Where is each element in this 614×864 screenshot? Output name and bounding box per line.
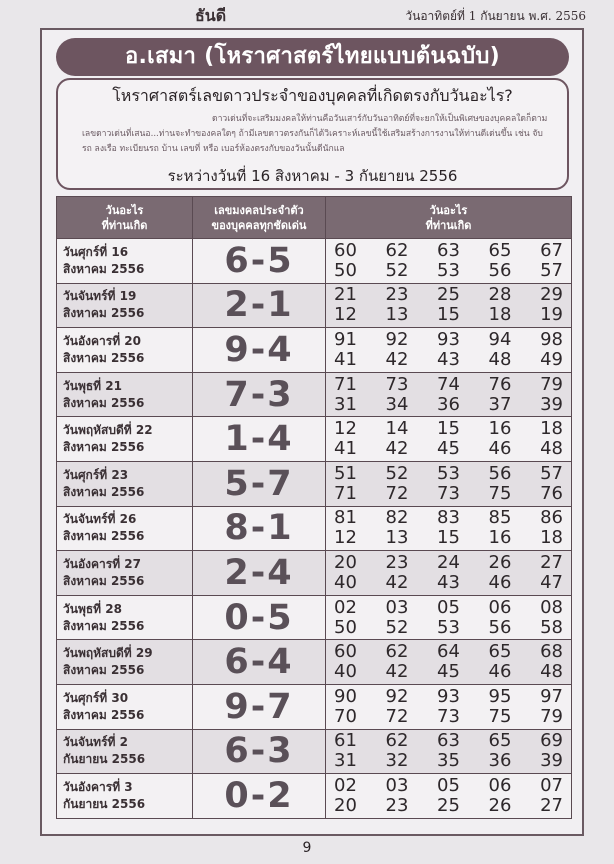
numbers-cell <box>326 417 572 462</box>
intro-box <box>56 78 569 190</box>
month-label: สิงหาคม 2556 <box>63 707 145 722</box>
day-label: วันจันทร์ที่ 19 <box>63 289 137 304</box>
number-value: 39 <box>540 750 563 772</box>
number-value: 86 <box>540 507 563 529</box>
number-value: 63 <box>437 239 460 261</box>
number-value: 70 <box>334 705 357 727</box>
table-header-row <box>57 197 572 239</box>
number-value: 06 <box>488 774 512 796</box>
number-value: 76 <box>488 373 512 395</box>
number-value: 52 <box>385 259 409 281</box>
number-value: 43 <box>437 348 460 370</box>
day-cell <box>57 595 193 640</box>
month-label: สิงหาคม 2556 <box>63 306 145 321</box>
lucky-number: 5-7 <box>193 461 326 506</box>
header-day-line: ที่ท่านเกิด <box>101 218 148 232</box>
number-value: 93 <box>437 685 460 707</box>
number-value: 03 <box>385 774 409 796</box>
number-value: 43 <box>437 571 460 593</box>
table-row <box>57 729 572 774</box>
number-line-bottom <box>334 662 563 682</box>
number-line-top <box>334 642 563 662</box>
number-value: 20 <box>334 551 357 573</box>
day-label: วันจันทร์ที่ 2 <box>63 735 128 750</box>
lucky-number: 1-4 <box>193 417 326 462</box>
date-range: ระหว่างวันที่ 16 สิงหาคม - 3 กันยายน 2556 <box>167 167 458 185</box>
day-cell <box>57 283 193 328</box>
number-value: 75 <box>488 705 512 727</box>
number-value: 31 <box>334 393 357 415</box>
number-value: 02 <box>334 596 357 618</box>
number-value: 48 <box>488 348 512 370</box>
number-value: 74 <box>437 373 460 395</box>
table-row <box>57 239 572 284</box>
number-value: 40 <box>334 571 357 593</box>
number-value: 16 <box>488 418 512 440</box>
number-line-top <box>334 464 563 484</box>
number-value: 46 <box>488 438 512 460</box>
lucky-number: 6-5 <box>193 239 326 284</box>
numbers-cell <box>326 328 572 373</box>
numbers-cell <box>326 506 572 551</box>
number-value: 57 <box>540 259 563 281</box>
number-value: 34 <box>385 393 409 415</box>
day-label: วันพฤหัสบดีที่ 22 <box>63 423 153 438</box>
table-row <box>57 372 572 417</box>
number-value: 72 <box>385 482 409 504</box>
header-numbers-line: วันอะไร <box>429 203 468 217</box>
number-value: 13 <box>385 304 409 326</box>
number-value: 53 <box>437 616 460 638</box>
number-value: 83 <box>437 507 460 529</box>
day-cell <box>57 506 193 551</box>
number-value: 62 <box>385 641 409 663</box>
day-cell <box>57 417 193 462</box>
number-value: 12 <box>334 418 357 440</box>
number-value: 45 <box>437 661 460 683</box>
number-value: 05 <box>437 596 460 618</box>
number-value: 75 <box>488 482 512 504</box>
number-value: 07 <box>540 774 563 796</box>
number-line-bottom <box>334 305 563 325</box>
issue-date: วันอาทิตย์ที่ 1 กันยายน พ.ศ. 2556 <box>405 9 586 23</box>
number-value: 03 <box>385 596 409 618</box>
number-line-top <box>334 285 563 305</box>
number-value: 79 <box>540 705 563 727</box>
number-value: 73 <box>437 705 460 727</box>
number-value: 45 <box>437 438 460 460</box>
numbers-cell <box>326 461 572 506</box>
number-value: 60 <box>334 239 357 261</box>
day-label: วันศุกร์ที่ 30 <box>63 690 129 705</box>
number-value: 25 <box>437 284 460 306</box>
lucky-number: 2-1 <box>193 283 326 328</box>
number-value: 56 <box>488 616 512 638</box>
month-label: สิงหาคม 2556 <box>63 663 145 678</box>
magazine-logo: ธันดี <box>195 6 227 25</box>
header-numbers <box>326 197 572 239</box>
number-value: 15 <box>437 527 460 549</box>
number-value: 41 <box>334 348 357 370</box>
table-row <box>57 684 572 729</box>
number-line-top <box>334 508 563 528</box>
number-value: 12 <box>334 304 357 326</box>
lucky-number-table <box>56 196 572 819</box>
number-line-top <box>334 687 563 707</box>
number-value: 23 <box>385 551 409 573</box>
number-value: 93 <box>437 328 460 350</box>
number-value: 82 <box>385 507 409 529</box>
number-value: 28 <box>488 284 512 306</box>
number-value: 02 <box>334 774 357 796</box>
number-value: 71 <box>334 373 357 395</box>
intro-question: โหราศาสตร์เลขดาวประจำของบุคคลที่เกิดตรงกับวันอะไร? <box>112 86 513 105</box>
month-label: กันยายน 2556 <box>63 752 146 767</box>
number-value: 15 <box>437 418 460 440</box>
number-value: 36 <box>488 750 512 772</box>
number-line-bottom <box>334 796 563 816</box>
number-value: 12 <box>334 527 357 549</box>
lucky-number: 6-3 <box>193 729 326 774</box>
number-value: 50 <box>334 259 357 281</box>
number-value: 48 <box>540 438 563 460</box>
day-cell <box>57 729 193 774</box>
number-value: 71 <box>334 482 357 504</box>
day-label: วันพฤหัสบดีที่ 29 <box>63 646 153 661</box>
number-value: 47 <box>540 571 563 593</box>
number-value: 56 <box>488 462 512 484</box>
number-value: 95 <box>488 685 512 707</box>
number-value: 68 <box>540 641 563 663</box>
number-value: 42 <box>385 571 409 593</box>
number-line-top <box>334 419 563 439</box>
intro-body: ดาวเด่นที่จะเสริมมงคลให้ท่านคือวันเสาร์กับวันอาทิตย์ที่จะยกให้เป็นพิเศษของบุคคลใดก็ตามเลขดาวเด่นที่เสนอ...ท่านจะทำของคลใดๆ ถ้ามีเลขดาวตรงกันก็ได้วิเคราะห์เลขนี้ใช้เสริมสร้างการงานให้ท่านดีเด่นขึ้น เช่น จับรถ ลงเรือ ทะเบียนรถ บ้าน เลขที่ หรือ เบอร์ห้องตรงกับของวันนั้นดีนักแล <box>82 114 548 154</box>
number-value: 92 <box>385 328 409 350</box>
number-value: 56 <box>488 259 512 281</box>
lucky-number: 2-4 <box>193 551 326 596</box>
day-label: วันพุธที่ 21 <box>63 378 122 393</box>
month-label: สิงหาคม 2556 <box>63 261 145 276</box>
lucky-number: 0-5 <box>193 595 326 640</box>
number-value: 20 <box>334 794 357 816</box>
number-value: 46 <box>488 571 512 593</box>
day-label: วันศุกร์ที่ 16 <box>63 244 129 259</box>
number-line-bottom <box>334 350 563 370</box>
number-line-bottom <box>334 395 563 415</box>
number-value: 42 <box>385 438 409 460</box>
day-label: วันอังคารที่ 3 <box>63 779 133 794</box>
lucky-number: 0-2 <box>193 774 326 819</box>
numbers-cell <box>326 684 572 729</box>
lucky-number: 7-3 <box>193 372 326 417</box>
number-value: 05 <box>437 774 460 796</box>
number-line-bottom <box>334 573 563 593</box>
day-label: วันพุธที่ 28 <box>63 601 122 616</box>
day-cell <box>57 328 193 373</box>
day-cell <box>57 640 193 685</box>
number-value: 91 <box>334 328 357 350</box>
number-value: 25 <box>437 794 460 816</box>
number-value: 61 <box>334 730 357 752</box>
number-value: 14 <box>385 418 409 440</box>
numbers-cell <box>326 595 572 640</box>
number-value: 65 <box>488 730 512 752</box>
number-value: 85 <box>488 507 512 529</box>
number-value: 18 <box>488 304 512 326</box>
number-line-top <box>334 330 563 350</box>
number-value: 98 <box>540 328 563 350</box>
number-line-top <box>334 375 563 395</box>
header-lucky-line: ของบุคคลทุกชัดเด่น <box>211 218 307 232</box>
article-title: อ.เสมา (โหราศาสตร์ไทยแบบต้นฉบับ) <box>56 38 569 76</box>
number-line-bottom <box>334 618 563 638</box>
table-row <box>57 461 572 506</box>
lucky-number: 9-7 <box>193 684 326 729</box>
number-value: 08 <box>540 596 563 618</box>
number-value: 41 <box>334 438 357 460</box>
month-label: กันยายน 2556 <box>63 796 146 811</box>
day-cell <box>57 239 193 284</box>
number-value: 69 <box>540 730 563 752</box>
lucky-number: 9-4 <box>193 328 326 373</box>
number-value: 18 <box>540 418 563 440</box>
number-value: 35 <box>437 750 460 772</box>
month-label: สิงหาคม 2556 <box>63 484 145 499</box>
day-label: วันจันทร์ที่ 26 <box>63 512 137 527</box>
number-value: 37 <box>488 393 512 415</box>
number-value: 19 <box>540 304 563 326</box>
number-line-bottom <box>334 439 563 459</box>
month-label: สิงหาคม 2556 <box>63 529 145 544</box>
number-value: 57 <box>540 462 563 484</box>
number-value: 49 <box>540 348 563 370</box>
lucky-number: 6-4 <box>193 640 326 685</box>
month-label: สิงหาคม 2556 <box>63 395 145 410</box>
number-value: 67 <box>540 239 563 261</box>
numbers-cell <box>326 774 572 819</box>
number-value: 94 <box>488 328 512 350</box>
number-value: 06 <box>488 596 512 618</box>
month-label: สิงหาคม 2556 <box>63 350 145 365</box>
number-value: 63 <box>437 730 460 752</box>
table-row <box>57 640 572 685</box>
number-value: 81 <box>334 507 357 529</box>
number-value: 72 <box>385 705 409 727</box>
header-lucky-line: เลขมงคลประจำตัว <box>214 203 304 217</box>
number-value: 90 <box>334 685 357 707</box>
day-cell <box>57 551 193 596</box>
day-label: วันอังคารที่ 20 <box>63 333 142 348</box>
number-value: 58 <box>540 616 563 638</box>
number-value: 73 <box>437 482 460 504</box>
number-line-top <box>334 553 563 573</box>
day-cell <box>57 684 193 729</box>
page-number: 9 <box>302 840 312 856</box>
table-row <box>57 417 572 462</box>
header-lucky <box>193 197 326 239</box>
month-label: สิงหาคม 2556 <box>63 440 145 455</box>
number-value: 23 <box>385 794 409 816</box>
numbers-cell <box>326 372 572 417</box>
number-value: 21 <box>334 284 357 306</box>
number-value: 60 <box>334 641 357 663</box>
number-value: 65 <box>488 239 512 261</box>
number-value: 53 <box>437 259 460 281</box>
number-value: 79 <box>540 373 563 395</box>
table-row <box>57 328 572 373</box>
number-value: 52 <box>385 616 409 638</box>
header-numbers-line: ที่ท่านเกิด <box>425 218 472 232</box>
number-value: 52 <box>385 462 409 484</box>
number-value: 53 <box>437 462 460 484</box>
number-value: 42 <box>385 661 409 683</box>
number-value: 15 <box>437 304 460 326</box>
number-line-top <box>334 598 563 618</box>
lucky-number: 8-1 <box>193 506 326 551</box>
number-line-bottom <box>334 707 563 727</box>
numbers-cell <box>326 640 572 685</box>
table-row <box>57 595 572 640</box>
number-value: 18 <box>540 527 563 549</box>
month-label: สิงหาคม 2556 <box>63 618 145 633</box>
number-value: 27 <box>540 551 563 573</box>
number-value: 97 <box>540 685 563 707</box>
number-value: 51 <box>334 462 357 484</box>
number-line-bottom <box>334 261 563 281</box>
day-cell <box>57 774 193 819</box>
number-line-bottom <box>334 484 563 504</box>
page-header <box>20 4 594 26</box>
table-row <box>57 283 572 328</box>
day-cell <box>57 461 193 506</box>
header-day <box>57 197 193 239</box>
number-value: 92 <box>385 685 409 707</box>
number-value: 32 <box>385 750 409 772</box>
number-line-top <box>334 241 563 261</box>
number-value: 64 <box>437 641 460 663</box>
table-row <box>57 551 572 596</box>
number-value: 40 <box>334 661 357 683</box>
day-label: วันศุกร์ที่ 23 <box>63 467 129 482</box>
header-day-line: วันอะไร <box>105 203 144 217</box>
number-value: 31 <box>334 750 357 772</box>
day-cell <box>57 372 193 417</box>
numbers-cell <box>326 239 572 284</box>
number-value: 48 <box>540 661 563 683</box>
number-value: 62 <box>385 730 409 752</box>
table-row <box>57 506 572 551</box>
number-value: 73 <box>385 373 409 395</box>
number-value: 62 <box>385 239 409 261</box>
number-value: 36 <box>437 393 460 415</box>
day-label: วันอังคารที่ 27 <box>63 556 142 571</box>
number-value: 42 <box>385 348 409 370</box>
number-value: 65 <box>488 641 512 663</box>
numbers-cell <box>326 283 572 328</box>
number-value: 24 <box>437 551 460 573</box>
number-value: 16 <box>488 527 512 549</box>
number-line-top <box>334 731 563 751</box>
month-label: สิงหาคม 2556 <box>63 573 145 588</box>
table-row <box>57 774 572 819</box>
number-line-bottom <box>334 528 563 548</box>
number-value: 76 <box>540 482 563 504</box>
number-value: 39 <box>540 393 563 415</box>
number-value: 27 <box>540 794 563 816</box>
number-line-bottom <box>334 751 563 771</box>
number-value: 23 <box>385 284 409 306</box>
number-value: 46 <box>488 661 512 683</box>
number-value: 26 <box>488 551 512 573</box>
number-value: 26 <box>488 794 512 816</box>
number-line-top <box>334 776 563 796</box>
numbers-cell <box>326 551 572 596</box>
number-value: 50 <box>334 616 357 638</box>
number-value: 29 <box>540 284 563 306</box>
number-value: 13 <box>385 527 409 549</box>
numbers-cell <box>326 729 572 774</box>
